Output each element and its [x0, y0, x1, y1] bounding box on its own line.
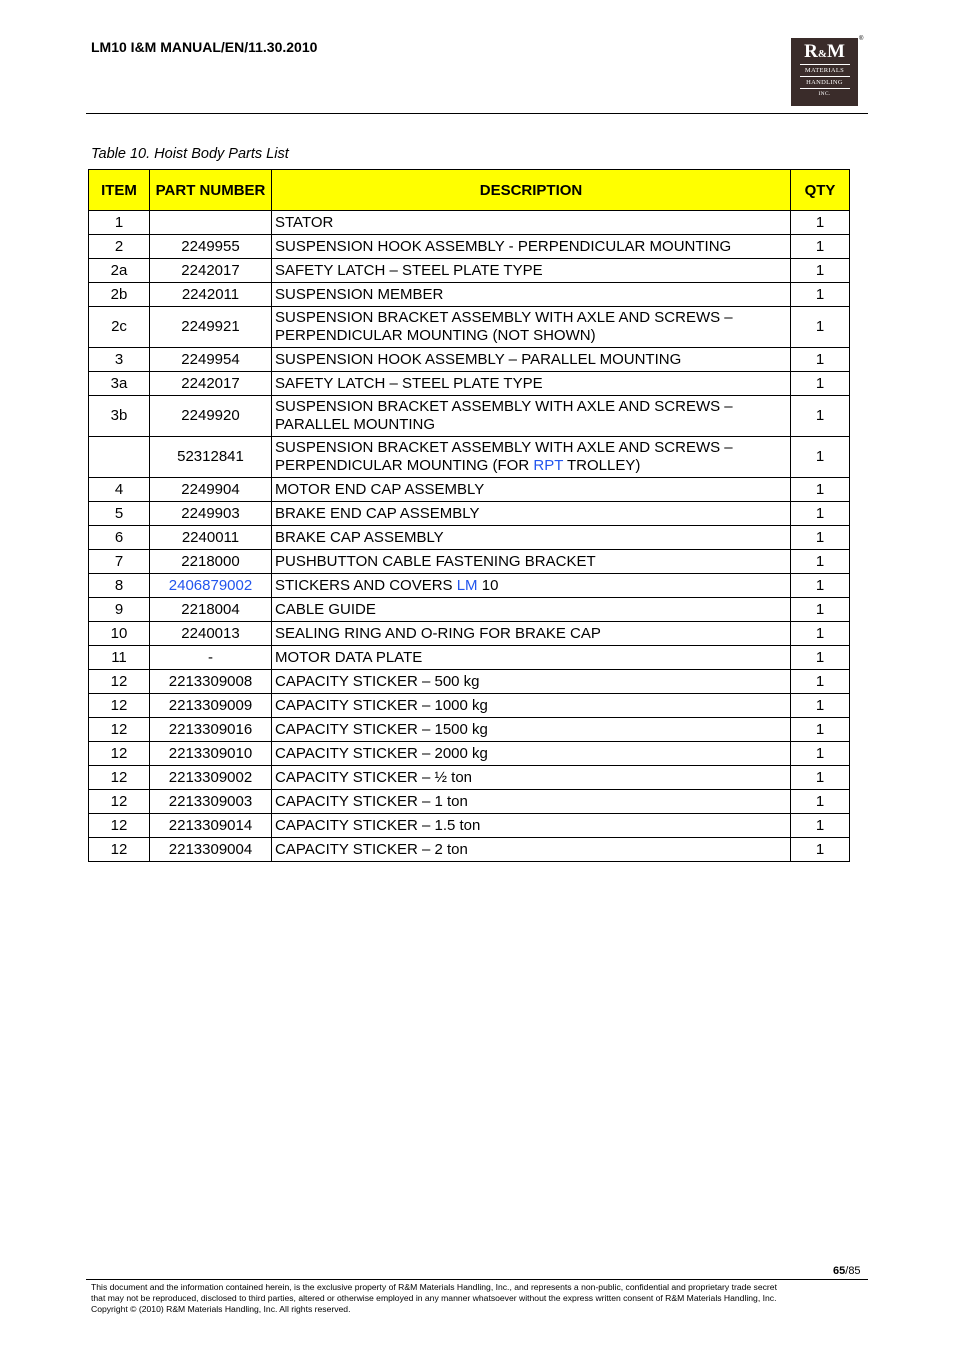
- cell-item: 12: [89, 742, 150, 766]
- cell-part-number: 2213309014: [150, 814, 272, 838]
- cell-qty: 1: [791, 790, 850, 814]
- cell-item: 3b: [89, 396, 150, 437]
- table-row: [89, 235, 850, 259]
- cell-qty: 1: [791, 694, 850, 718]
- legal-footer: [91, 1282, 867, 1315]
- cell-qty: 1: [791, 235, 850, 259]
- cell-description: SAFETY LATCH – STEEL PLATE TYPE: [272, 372, 791, 396]
- logo-divider: [800, 88, 850, 89]
- column-header-item: ITEM: [89, 170, 150, 211]
- cell-part-number: 2213309003: [150, 790, 272, 814]
- footer-line: that may not be reproduced, disclosed to third parties, altered or otherwise employed in any manner whatsoever without the express written consent of R&M Materials Handling, Inc.: [91, 1293, 777, 1303]
- cell-part-number: 2213309002: [150, 766, 272, 790]
- cell-item: 2b: [89, 283, 150, 307]
- cell-qty: 1: [791, 348, 850, 372]
- logo-divider: [800, 64, 850, 65]
- cell-qty: 1: [791, 437, 850, 478]
- cell-part-number: -: [150, 646, 272, 670]
- registered-mark: ®: [859, 36, 864, 42]
- table-row: [89, 211, 850, 235]
- cell-part-number: 2240011: [150, 526, 272, 550]
- table-row: [89, 437, 850, 478]
- cell-description: CAPACITY STICKER – 1000 kg: [272, 694, 791, 718]
- cell-item: 2a: [89, 259, 150, 283]
- cell-part-number: 2249920: [150, 396, 272, 437]
- cell-item: 11: [89, 646, 150, 670]
- description-text: TROLLEY): [563, 457, 641, 474]
- cell-item: 12: [89, 670, 150, 694]
- cell-description: CAPACITY STICKER – 1 ton: [272, 790, 791, 814]
- cell-item: 12: [89, 718, 150, 742]
- table-row: [89, 598, 850, 622]
- cell-item: 12: [89, 790, 150, 814]
- footer-divider: [86, 1279, 868, 1280]
- cell-description: SUSPENSION MEMBER: [272, 283, 791, 307]
- cell-qty: 1: [791, 478, 850, 502]
- cell-qty: 1: [791, 742, 850, 766]
- cell-item: 12: [89, 814, 150, 838]
- description-text: STICKERS AND COVERS: [275, 576, 457, 594]
- table-row: [89, 283, 850, 307]
- cell-item: 12: [89, 694, 150, 718]
- cell-qty: 1: [791, 718, 850, 742]
- table-row: [89, 742, 850, 766]
- cell-part-number: 2249954: [150, 348, 272, 372]
- cell-description: CAPACITY STICKER – 500 kg: [272, 670, 791, 694]
- cell-qty: 1: [791, 766, 850, 790]
- cell-part-number: 2213309008: [150, 670, 272, 694]
- column-header-description: DESCRIPTION: [272, 170, 791, 211]
- table-row: [89, 259, 850, 283]
- table-row: [89, 502, 850, 526]
- cell-description: SUSPENSION BRACKET ASSEMBLY WITH AXLE AND SCREWS – PERPENDICULAR MOUNTING (NOT SHOWN): [272, 307, 791, 348]
- cell-item: 2c: [89, 307, 150, 348]
- table-row: [89, 790, 850, 814]
- table-row: [89, 574, 850, 598]
- trolley-model-link[interactable]: RPT: [533, 457, 564, 474]
- cell-item: 12: [89, 766, 150, 790]
- cell-description: CAPACITY STICKER – ½ ton: [272, 766, 791, 790]
- cell-item: 6: [89, 526, 150, 550]
- cell-item: 12: [89, 838, 150, 862]
- model-link[interactable]: LM: [456, 576, 478, 594]
- cell-item: 3a: [89, 372, 150, 396]
- cell-item: 2: [89, 235, 150, 259]
- cell-qty: 1: [791, 526, 850, 550]
- table-row: [89, 670, 850, 694]
- cell-part-number: 2249921: [150, 307, 272, 348]
- description-text: SUSPENSION BRACKET ASSEMBLY WITH AXLE AND SCREWS – PERPENDICULAR MOUNTING (FOR: [275, 439, 733, 474]
- cell-item: 5: [89, 502, 150, 526]
- cell-description: CAPACITY STICKER – 1.5 ton: [272, 814, 791, 838]
- page-separator: /: [845, 1265, 849, 1277]
- cell-part-number: 2249904: [150, 478, 272, 502]
- cell-description: SEALING RING AND O-RING FOR BRAKE CAP: [272, 622, 791, 646]
- cell-part-number: 2213309004: [150, 838, 272, 862]
- cell-qty: 1: [791, 307, 850, 348]
- logo-text-materials: MATERIALS: [804, 67, 845, 74]
- cell-qty: 1: [791, 550, 850, 574]
- cell-part-number: 2213309009: [150, 694, 272, 718]
- company-logo: [791, 38, 858, 106]
- table-row: [89, 348, 850, 372]
- cell-description: CAPACITY STICKER – 2000 kg: [272, 742, 791, 766]
- cell-part-number: 2213309010: [150, 742, 272, 766]
- cell-item: 9: [89, 598, 150, 622]
- column-header-part-number: PART NUMBER: [150, 170, 272, 211]
- cell-qty: 1: [791, 670, 850, 694]
- logo-monogram: R&M: [804, 41, 845, 62]
- parts-table: [88, 169, 850, 862]
- footer-line: This document and the information contained herein, is the exclusive property of R&M Materials Handling, Inc., and represents a non-public, confidential and proprietary trade secret: [91, 1282, 777, 1292]
- document-title: LM10 I&M MANUAL/EN/11.30.2010: [91, 39, 318, 55]
- table-row: [89, 478, 850, 502]
- cell-part-number: 2242017: [150, 259, 272, 283]
- cell-qty: 1: [791, 814, 850, 838]
- cell-description: STATOR: [272, 211, 791, 235]
- cell-item: [89, 437, 150, 478]
- cell-part-number: 2242011: [150, 283, 272, 307]
- cell-description: SUSPENSION HOOK ASSEMBLY - PERPENDICULAR MOUNTING: [272, 235, 791, 259]
- table-row: [89, 550, 850, 574]
- cell-qty: 1: [791, 396, 850, 437]
- page-current: 65: [833, 1265, 846, 1277]
- cell-part-number: 2213309016: [150, 718, 272, 742]
- table-row: [89, 694, 850, 718]
- table-row: [89, 814, 850, 838]
- page-total: 85: [848, 1265, 861, 1277]
- logo-divider: [800, 76, 850, 77]
- header-divider: [86, 113, 868, 114]
- description-text: 10: [477, 576, 499, 594]
- cell-description: BRAKE CAP ASSEMBLY: [272, 526, 791, 550]
- cell-item: 3: [89, 348, 150, 372]
- cell-qty: 1: [791, 211, 850, 235]
- part-number-link[interactable]: 2406879002: [150, 574, 272, 598]
- cell-part-number: 2218004: [150, 598, 272, 622]
- cell-description: MOTOR END CAP ASSEMBLY: [272, 478, 791, 502]
- cell-part-number: 2240013: [150, 622, 272, 646]
- column-header-qty: QTY: [791, 170, 850, 211]
- cell-description: BRAKE END CAP ASSEMBLY: [272, 502, 791, 526]
- cell-description: SUSPENSION BRACKET ASSEMBLY WITH AXLE AND SCREWS – PARALLEL MOUNTING: [272, 396, 791, 437]
- cell-part-number: 52312841: [150, 437, 272, 478]
- cell-description: CAPACITY STICKER – 1500 kg: [272, 718, 791, 742]
- table-row: [89, 718, 850, 742]
- table-row: [89, 838, 850, 862]
- table-row: [89, 372, 850, 396]
- cell-qty: 1: [791, 372, 850, 396]
- cell-description: PUSHBUTTON CABLE FASTENING BRACKET: [272, 550, 791, 574]
- table-row: [89, 622, 850, 646]
- cell-qty: 1: [791, 622, 850, 646]
- logo-text-handling: HANDLING: [806, 79, 843, 86]
- cell-item: 7: [89, 550, 150, 574]
- page-number: [833, 1265, 861, 1277]
- cell-description: [272, 437, 791, 478]
- cell-item: 4: [89, 478, 150, 502]
- cell-part-number: 2249903: [150, 502, 272, 526]
- table-row: [89, 766, 850, 790]
- cell-description: MOTOR DATA PLATE: [272, 646, 791, 670]
- copyright-line: Copyright © (2010) R&M Materials Handling, Inc. All rights reserved.: [91, 1304, 351, 1314]
- cell-description: SAFETY LATCH – STEEL PLATE TYPE: [272, 259, 791, 283]
- cell-item: 10: [89, 622, 150, 646]
- cell-qty: 1: [791, 574, 850, 598]
- cell-item: 1: [89, 211, 150, 235]
- cell-description: [272, 574, 791, 598]
- cell-part-number: [150, 211, 272, 235]
- cell-description: CABLE GUIDE: [272, 598, 791, 622]
- cell-qty: 1: [791, 259, 850, 283]
- cell-qty: 1: [791, 598, 850, 622]
- cell-qty: 1: [791, 838, 850, 862]
- cell-description: CAPACITY STICKER – 2 ton: [272, 838, 791, 862]
- cell-qty: 1: [791, 646, 850, 670]
- cell-description: SUSPENSION HOOK ASSEMBLY – PARALLEL MOUNTING: [272, 348, 791, 372]
- table-row: [89, 526, 850, 550]
- cell-item: 8: [89, 574, 150, 598]
- table-header-row: [89, 170, 850, 211]
- table-row: [89, 396, 850, 437]
- cell-qty: 1: [791, 283, 850, 307]
- cell-part-number: 2242017: [150, 372, 272, 396]
- table-row: [89, 307, 850, 348]
- cell-part-number: 2249955: [150, 235, 272, 259]
- table-row: [89, 646, 850, 670]
- table-caption: Table 10. Hoist Body Parts List: [91, 146, 289, 162]
- logo-text-inc: INC.: [818, 91, 831, 97]
- cell-part-number: 2218000: [150, 550, 272, 574]
- cell-qty: 1: [791, 502, 850, 526]
